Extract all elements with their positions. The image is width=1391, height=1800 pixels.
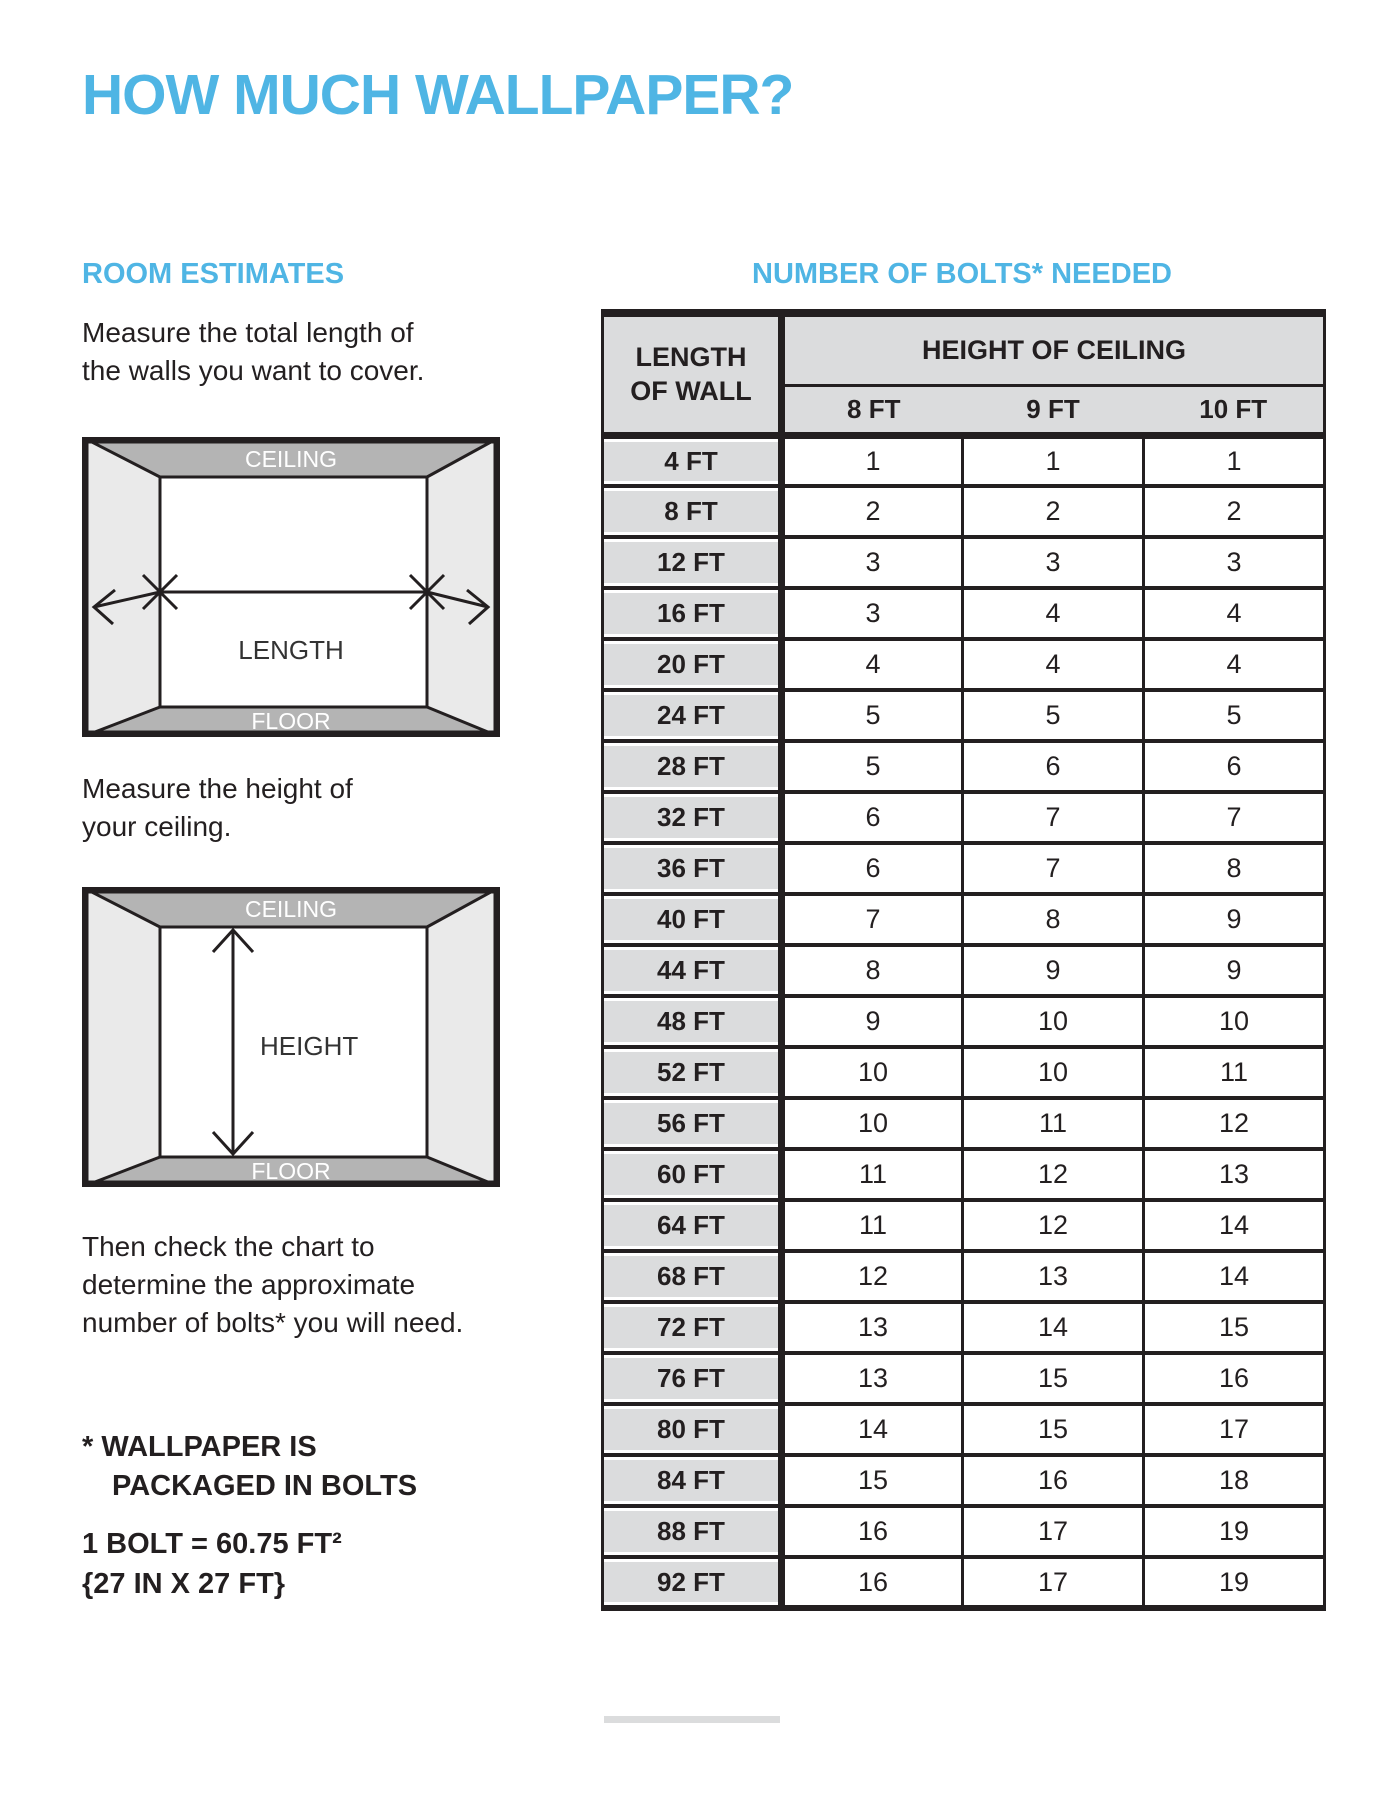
- cell-10ft: 1: [1144, 435, 1325, 486]
- table-row: [603, 1149, 1325, 1200]
- height-of-ceiling-header: HEIGHT OF CEILING: [782, 313, 1325, 385]
- cell-9ft: 15: [963, 1404, 1144, 1455]
- step2-line2: your ceiling.: [82, 811, 232, 842]
- floor-label: FLOOR: [251, 1158, 331, 1184]
- bolts-table: [601, 309, 1326, 1611]
- cell-8ft: 6: [782, 843, 963, 894]
- cell-8ft: 11: [782, 1149, 963, 1200]
- cell-10ft: 3: [1144, 537, 1325, 588]
- cell-10ft: 13: [1144, 1149, 1325, 1200]
- cell-9ft: 9: [963, 945, 1144, 996]
- table-row: [603, 1251, 1325, 1302]
- table-bottom-stub: [604, 1716, 780, 1723]
- table-row: [603, 945, 1325, 996]
- row-label: 8 FT: [603, 486, 782, 537]
- ceiling-label: CEILING: [244, 896, 338, 922]
- footnote-line2: PACKAGED IN BOLTS: [112, 1470, 418, 1502]
- wallpaper-footnote: [82, 1428, 417, 1506]
- cell-8ft: 13: [782, 1302, 963, 1353]
- cell-8ft: 16: [782, 1557, 963, 1608]
- table-row: [603, 1404, 1325, 1455]
- cell-8ft: 7: [782, 894, 963, 945]
- row-label: 56 FT: [603, 1098, 782, 1149]
- row-label: 92 FT: [603, 1557, 782, 1608]
- cell-8ft: 4: [782, 639, 963, 690]
- col-header-9ft: 9 FT: [963, 385, 1144, 435]
- cell-10ft: 2: [1144, 486, 1325, 537]
- row-label: 60 FT: [603, 1149, 782, 1200]
- table-row: [603, 435, 1325, 486]
- cell-9ft: 10: [963, 1047, 1144, 1098]
- footnote-line1: * WALLPAPER IS: [82, 1431, 317, 1463]
- cell-10ft: 19: [1144, 1557, 1325, 1608]
- cell-9ft: 11: [963, 1098, 1144, 1149]
- cell-9ft: 3: [963, 537, 1144, 588]
- left-wall-shape: [82, 437, 160, 737]
- row-label: 80 FT: [603, 1404, 782, 1455]
- table-row: [603, 741, 1325, 792]
- row-label: 76 FT: [603, 1353, 782, 1404]
- height-label: HEIGHT: [260, 1031, 359, 1061]
- cell-8ft: 5: [782, 690, 963, 741]
- cell-10ft: 5: [1144, 690, 1325, 741]
- cell-9ft: 4: [963, 588, 1144, 639]
- cell-9ft: 2: [963, 486, 1144, 537]
- cell-8ft: 11: [782, 1200, 963, 1251]
- table-row: [603, 537, 1325, 588]
- bolt-size-note: [82, 1524, 342, 1604]
- cell-8ft: 8: [782, 945, 963, 996]
- row-label: 64 FT: [603, 1200, 782, 1251]
- cell-9ft: 4: [963, 639, 1144, 690]
- left-wall-shape: [82, 887, 160, 1187]
- page-title: HOW MUCH WALLPAPER?: [82, 63, 794, 127]
- length-of-wall-line2: OF WALL: [630, 376, 752, 407]
- cell-8ft: 3: [782, 537, 963, 588]
- table-row: [603, 486, 1325, 537]
- cell-8ft: 5: [782, 741, 963, 792]
- cell-10ft: 4: [1144, 639, 1325, 690]
- row-label: 4 FT: [603, 435, 782, 486]
- row-label: 40 FT: [603, 894, 782, 945]
- step3-line1: Then check the chart to: [82, 1231, 375, 1262]
- row-label: 24 FT: [603, 690, 782, 741]
- cell-10ft: 15: [1144, 1302, 1325, 1353]
- row-label: 36 FT: [603, 843, 782, 894]
- cell-9ft: 14: [963, 1302, 1144, 1353]
- cell-9ft: 7: [963, 843, 1144, 894]
- step2-text: [82, 770, 353, 846]
- cell-9ft: 6: [963, 741, 1144, 792]
- length-label: LENGTH: [238, 635, 344, 665]
- bolt-dimensions-line: {27 IN X 27 FT}: [82, 1568, 286, 1600]
- table-row: [603, 1506, 1325, 1557]
- cell-8ft: 16: [782, 1506, 963, 1557]
- table-row: [603, 1455, 1325, 1506]
- cell-8ft: 10: [782, 1098, 963, 1149]
- table-row: [603, 639, 1325, 690]
- bolts-table-header: [603, 313, 1325, 435]
- table-row: [603, 894, 1325, 945]
- cell-9ft: 10: [963, 996, 1144, 1047]
- cell-8ft: 12: [782, 1251, 963, 1302]
- table-row: [603, 690, 1325, 741]
- cell-8ft: 14: [782, 1404, 963, 1455]
- step1-line1: Measure the total length of: [82, 317, 414, 348]
- cell-9ft: 17: [963, 1506, 1144, 1557]
- length-of-wall-header: [603, 313, 782, 435]
- cell-10ft: 17: [1144, 1404, 1325, 1455]
- cell-9ft: 12: [963, 1149, 1144, 1200]
- room-height-diagram: [82, 887, 500, 1187]
- table-row: [603, 1098, 1325, 1149]
- row-label: 88 FT: [603, 1506, 782, 1557]
- table-row: [603, 1200, 1325, 1251]
- bolt-equals-line: 1 BOLT = 60.75 FT²: [82, 1528, 342, 1560]
- row-label: 84 FT: [603, 1455, 782, 1506]
- cell-10ft: 11: [1144, 1047, 1325, 1098]
- cell-9ft: 12: [963, 1200, 1144, 1251]
- col-header-10ft: 10 FT: [1144, 385, 1325, 435]
- table-row: [603, 792, 1325, 843]
- row-label: 12 FT: [603, 537, 782, 588]
- row-label: 32 FT: [603, 792, 782, 843]
- cell-8ft: 9: [782, 996, 963, 1047]
- cell-10ft: 6: [1144, 741, 1325, 792]
- cell-10ft: 12: [1144, 1098, 1325, 1149]
- cell-8ft: 13: [782, 1353, 963, 1404]
- cell-10ft: 9: [1144, 945, 1325, 996]
- cell-9ft: 1: [963, 435, 1144, 486]
- floor-label: FLOOR: [251, 708, 331, 734]
- cell-10ft: 19: [1144, 1506, 1325, 1557]
- table-row: [603, 588, 1325, 639]
- step1-line2: the walls you want to cover.: [82, 355, 425, 386]
- cell-8ft: 2: [782, 486, 963, 537]
- table-row: [603, 1302, 1325, 1353]
- table-row: [603, 843, 1325, 894]
- row-label: 16 FT: [603, 588, 782, 639]
- right-wall-shape: [427, 437, 500, 737]
- cell-10ft: 7: [1144, 792, 1325, 843]
- cell-9ft: 7: [963, 792, 1144, 843]
- step3-text: [82, 1228, 463, 1342]
- col-header-8ft: 8 FT: [782, 385, 963, 435]
- cell-10ft: 9: [1144, 894, 1325, 945]
- row-label: 28 FT: [603, 741, 782, 792]
- cell-9ft: 17: [963, 1557, 1144, 1608]
- bolts-needed-heading: NUMBER OF BOLTS* NEEDED: [752, 258, 1172, 290]
- cell-9ft: 13: [963, 1251, 1144, 1302]
- step1-text: [82, 314, 424, 390]
- table-row: [603, 996, 1325, 1047]
- table-row: [603, 1353, 1325, 1404]
- cell-9ft: 15: [963, 1353, 1144, 1404]
- row-label: 20 FT: [603, 639, 782, 690]
- row-label: 44 FT: [603, 945, 782, 996]
- room-estimates-heading: ROOM ESTIMATES: [82, 258, 345, 290]
- cell-10ft: 18: [1144, 1455, 1325, 1506]
- cell-9ft: 8: [963, 894, 1144, 945]
- ceiling-label: CEILING: [244, 446, 338, 472]
- cell-8ft: 1: [782, 435, 963, 486]
- table-row: [603, 1557, 1325, 1608]
- cell-10ft: 8: [1144, 843, 1325, 894]
- cell-8ft: 15: [782, 1455, 963, 1506]
- step3-line2: determine the approximate: [82, 1269, 416, 1300]
- cell-10ft: 4: [1144, 588, 1325, 639]
- cell-8ft: 10: [782, 1047, 963, 1098]
- cell-8ft: 6: [782, 792, 963, 843]
- cell-10ft: 16: [1144, 1353, 1325, 1404]
- cell-9ft: 5: [963, 690, 1144, 741]
- length-of-wall-line1: LENGTH: [635, 342, 747, 373]
- step2-line1: Measure the height of: [82, 773, 353, 804]
- cell-8ft: 3: [782, 588, 963, 639]
- cell-10ft: 10: [1144, 996, 1325, 1047]
- row-label: 48 FT: [603, 996, 782, 1047]
- cell-10ft: 14: [1144, 1251, 1325, 1302]
- cell-9ft: 16: [963, 1455, 1144, 1506]
- row-label: 72 FT: [603, 1302, 782, 1353]
- room-length-diagram: [82, 437, 500, 737]
- row-label: 68 FT: [603, 1251, 782, 1302]
- table-row: [603, 1047, 1325, 1098]
- bolts-table-body: [603, 435, 1325, 1608]
- cell-10ft: 14: [1144, 1200, 1325, 1251]
- row-label: 52 FT: [603, 1047, 782, 1098]
- step3-line3: number of bolts* you will need.: [82, 1307, 464, 1338]
- right-wall-shape: [427, 887, 500, 1187]
